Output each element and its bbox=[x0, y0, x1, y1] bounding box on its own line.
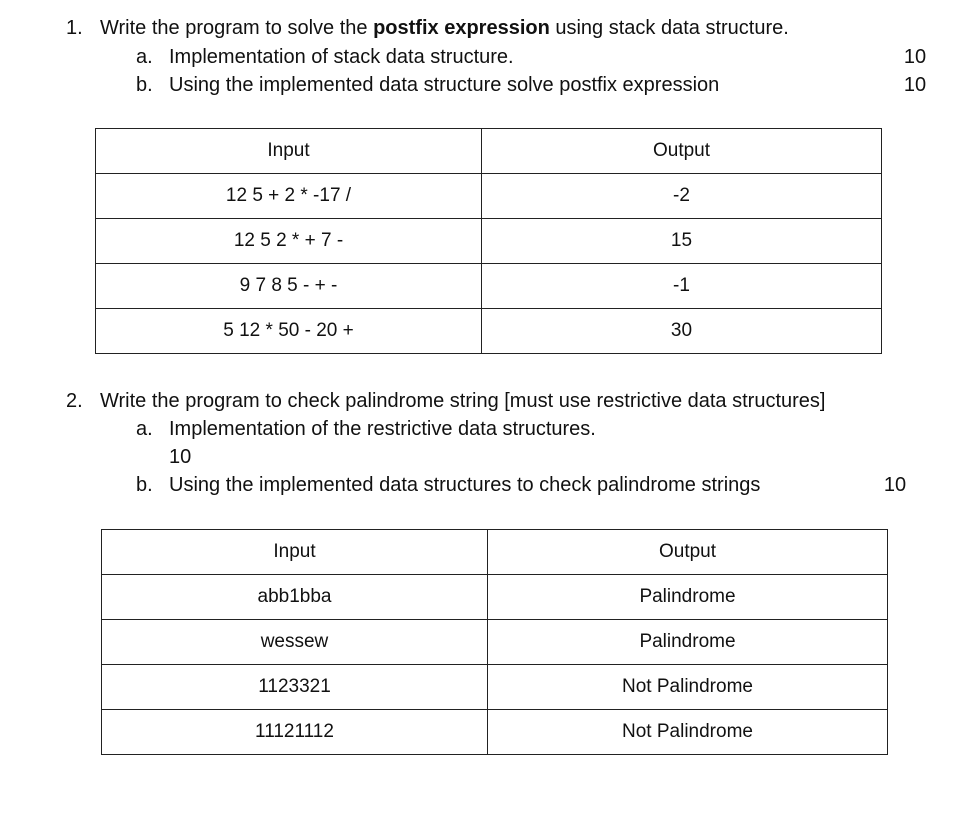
output-cell: Not Palindrome bbox=[488, 665, 888, 710]
input-header: Input bbox=[102, 530, 488, 575]
input-cell: 9 7 8 5 - + - bbox=[96, 264, 482, 309]
question-1-text-start: Write the program to solve the bbox=[100, 17, 374, 39]
table-row bbox=[96, 309, 882, 354]
table-row bbox=[96, 264, 882, 309]
question-1b-letter: b. bbox=[136, 74, 153, 96]
question-1a-letter: a. bbox=[136, 46, 153, 68]
question-1a-text: Implementation of stack data structure. bbox=[169, 46, 514, 68]
table-header-row bbox=[102, 530, 888, 575]
input-cell: 1123321 bbox=[102, 665, 488, 710]
question-2a-marks: 10 bbox=[169, 446, 192, 468]
input-cell: 12 5 2 * + 7 - bbox=[96, 219, 482, 264]
output-cell: Palindrome bbox=[488, 575, 888, 620]
question-1b-text: Using the implemented data structure solve postfix expression bbox=[169, 74, 720, 96]
input-cell: 12 5 + 2 * -17 / bbox=[96, 174, 482, 219]
question-2-number: 2. bbox=[66, 390, 83, 412]
input-cell: 11121112 bbox=[102, 710, 488, 755]
output-cell: 15 bbox=[482, 219, 882, 264]
question-1-bold-term: postfix expression bbox=[373, 17, 550, 39]
question-1a-marks: 10 bbox=[903, 46, 927, 68]
table-row bbox=[96, 174, 882, 219]
question-2-text: Write the program to check palindrome string [must use restrictive data structures] bbox=[100, 390, 826, 412]
question-1b-marks: 10 bbox=[903, 74, 927, 96]
output-cell: -1 bbox=[482, 264, 882, 309]
output-header: Output bbox=[488, 530, 888, 575]
palindrome-table bbox=[101, 529, 888, 755]
input-cell: 5 12 * 50 - 20 + bbox=[96, 309, 482, 354]
table-row bbox=[96, 219, 882, 264]
output-cell: 30 bbox=[482, 309, 882, 354]
output-cell: -2 bbox=[482, 174, 882, 219]
table-row bbox=[102, 710, 888, 755]
question-2a-letter: a. bbox=[136, 418, 153, 440]
question-2b-marks: 10 bbox=[883, 474, 907, 496]
output-cell: Not Palindrome bbox=[488, 710, 888, 755]
output-cell: Palindrome bbox=[488, 620, 888, 665]
table-row bbox=[102, 665, 888, 710]
question-1-text-end: using stack data structure. bbox=[549, 17, 789, 39]
question-1-number: 1. bbox=[66, 17, 83, 39]
question-1-text bbox=[100, 16, 789, 40]
postfix-table bbox=[95, 128, 882, 354]
question-2a-text: Implementation of the restrictive data structures. bbox=[169, 418, 596, 440]
table-header-row bbox=[96, 129, 882, 174]
question-2b-letter: b. bbox=[136, 474, 153, 496]
input-header: Input bbox=[96, 129, 482, 174]
input-cell: abb1bba bbox=[102, 575, 488, 620]
table-row bbox=[102, 575, 888, 620]
question-2b-text: Using the implemented data structures to check palindrome strings bbox=[169, 474, 761, 496]
input-cell: wessew bbox=[102, 620, 488, 665]
output-header: Output bbox=[482, 129, 882, 174]
table-row bbox=[102, 620, 888, 665]
